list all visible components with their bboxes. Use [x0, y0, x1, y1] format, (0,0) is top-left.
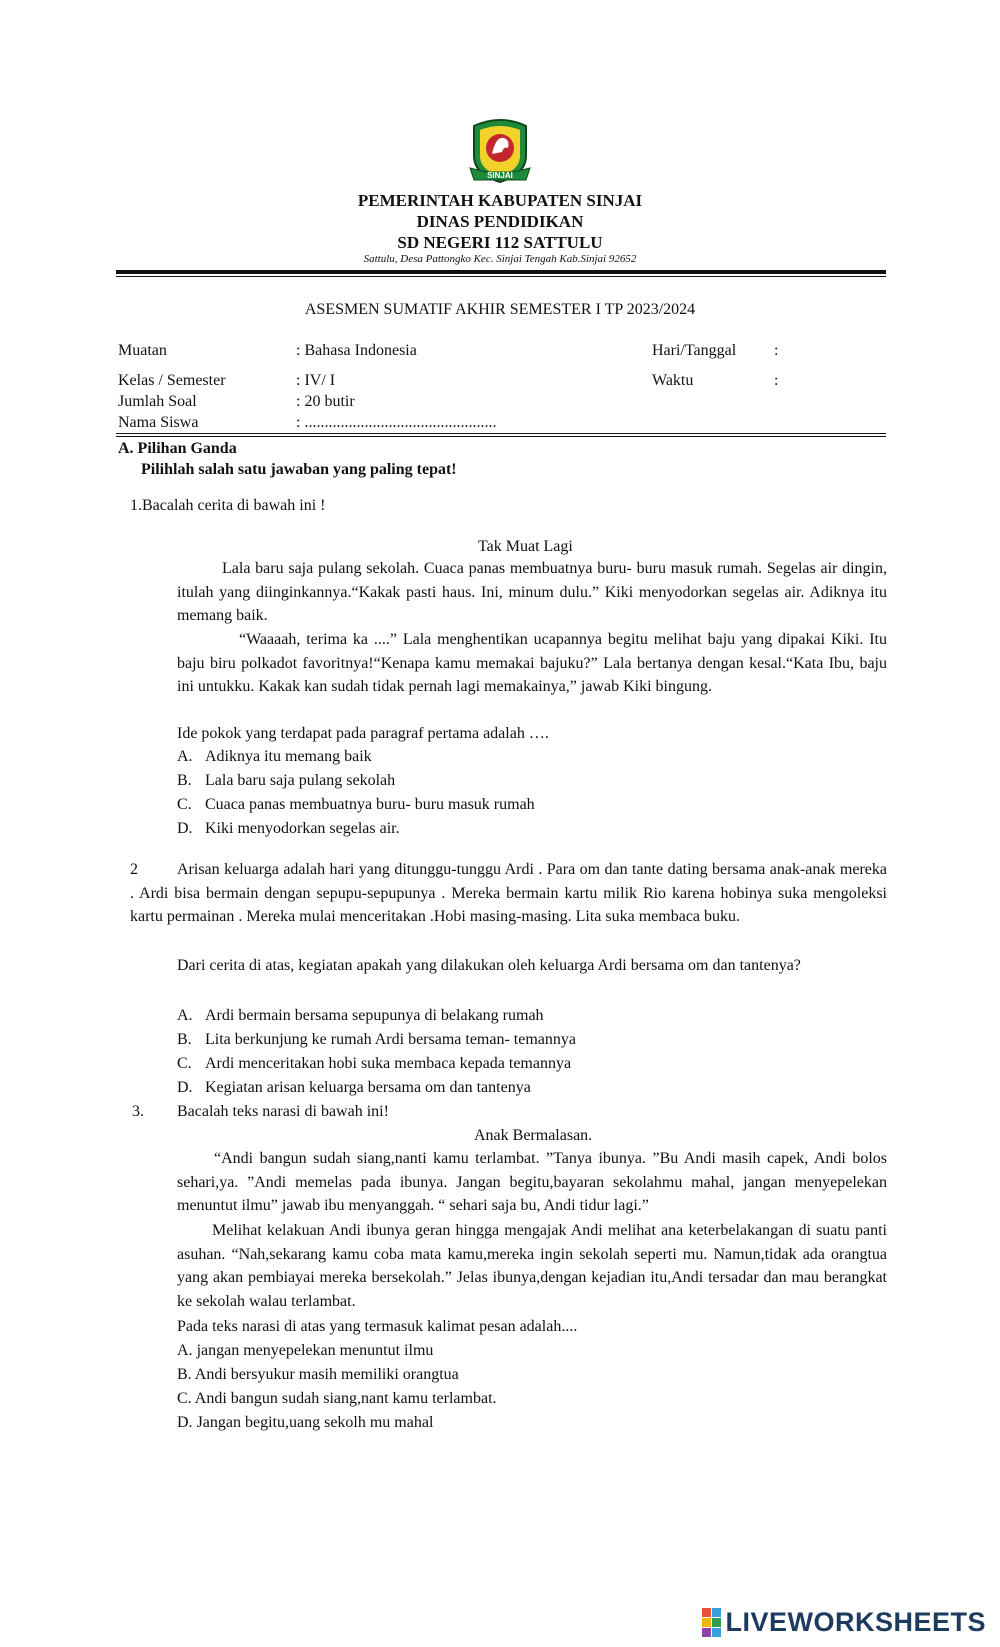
q1-question: Ide pokok yang terdapat pada paragraf pertama adalah ….	[177, 725, 549, 742]
option-text: Ardi menceritakan hobi suka membaca kepada temannya	[205, 1055, 572, 1072]
q1-option-b[interactable]	[177, 769, 395, 793]
q2-option-b[interactable]	[177, 1028, 576, 1052]
header-address: Sattulu, Desa Pattongko Kec. Sinjai Tengah Kab.Sinjai 92652	[363, 253, 637, 265]
option-text: Kiki menyodorkan segelas air.	[205, 820, 400, 837]
header-divider-thin	[116, 276, 886, 277]
waktu-value: :	[774, 372, 779, 389]
option-letter: B.	[177, 1366, 192, 1383]
q3-option-a[interactable]	[177, 1339, 433, 1363]
q2-option-c[interactable]	[177, 1052, 571, 1076]
hari-label: Hari/Tanggal	[652, 342, 737, 359]
muatan-value: : Bahasa Indonesia	[296, 342, 417, 359]
header-line-2: DINAS PENDIDIKAN	[416, 212, 584, 231]
option-letter: B.	[177, 772, 192, 789]
waktu-label: Waktu	[652, 372, 694, 389]
jumlah-label: Jumlah Soal	[118, 393, 197, 410]
info-divider-1	[116, 433, 886, 434]
q2-option-a[interactable]	[177, 1004, 544, 1028]
nama-label: Nama Siswa	[118, 414, 199, 431]
q2-option-d[interactable]	[177, 1076, 531, 1100]
exam-title: ASESMEN SUMATIF AKHIR SEMESTER I TP 2023/2024	[304, 301, 696, 318]
option-letter: D.	[177, 820, 193, 837]
q1-intro: 1.Bacalah cerita di bawah ini !	[130, 497, 326, 514]
q3-paragraph-2: Melihat kelakuan Andi ibunya geran hingga mengajak Andi melihat ana keterbelakangan di suatu panti asuhan. “Nah,sekarang kamu coba mata kamu,mereka ingin sekolah seperti mu. Namun,tidak ada orangtua yang akan pembiayai mereka bersekolah.” Jelas ibunya,dengan kejadian itu,Andi tersadar dan mau berangkat ke sekolah walau terlambat.	[177, 1222, 887, 1310]
section-instruction: Pilihlah salah satu jawaban yang paling tepat!	[141, 461, 457, 478]
option-letter: C.	[177, 796, 192, 813]
option-letter: D.	[177, 1414, 193, 1431]
option-letter: D.	[177, 1079, 193, 1096]
q3-option-b[interactable]	[177, 1363, 459, 1387]
option-text: Lala baru saja pulang sekolah	[205, 772, 396, 789]
option-letter: C.	[177, 1055, 192, 1072]
liveworksheets-brand[interactable]	[702, 1607, 986, 1638]
liveworksheets-logo-icon	[702, 1608, 721, 1637]
q1-paragraph-2: “Waaaah, terima ka ....” Lala menghentikan ucapannya begitu melihat baju yang dipakai Kiki. Itu baju biru polkadot favoritnya!“Kenapa kamu memakai bajuku?” Lala bertanya dengan kesal.“Kata Ibu, baju ini untukku. Kakak kan sudah tidak pernah lagi memakainya,” jawab Kiki bingung.	[177, 631, 887, 695]
option-text: Ardi bermain bersama sepupunya di belakang rumah	[205, 1007, 544, 1024]
option-text: Andi bersyukur masih memiliki orangtua	[194, 1366, 459, 1383]
option-letter: A.	[177, 1007, 193, 1024]
option-letter: C.	[177, 1390, 192, 1407]
svg-text:SINJAI: SINJAI	[487, 171, 513, 180]
q1-option-d[interactable]	[177, 817, 400, 841]
q1-option-c[interactable]	[177, 793, 535, 817]
kelas-value: : IV/ I	[296, 372, 336, 389]
liveworksheets-wordmark: LIVEWORKSHEETS	[725, 1607, 986, 1637]
q3-paragraph-1: “Andi bangun sudah siang,nanti kamu terlambat. ”Tanya ibunya. ”Bu Andi masih capek, Andi bolos sehari,ya. ”Andi memelas pada ibunya. Jangan begitu,bayaran sekolahmu mahal, jangan menyepelekan menuntut ilmu” jawab ibu menyanggah. “ sehari saja bu, Andi tidur lagi.”	[177, 1150, 887, 1214]
q3-option-d[interactable]	[177, 1411, 433, 1435]
option-text: Adiknya itu memang baik	[205, 748, 372, 765]
q2-text: Arisan keluarga adalah hari yang ditunggu-tunggu Ardi . Para om dan tante dating bersama anak-anak mereka . Ardi bisa bermain dengan sepupu-sepupunya . Mereka bermain kartu milik Rio karena hobinya suka mengoleksi kartu permainan . Mereka mulai menceritakan .Hobi masing-masing. Lita suka membaca buku.	[130, 861, 887, 925]
option-letter: A.	[177, 1342, 193, 1359]
nama-value: : ................................................	[296, 414, 497, 431]
header-line-1: PEMERINTAH KABUPATEN SINJAI	[357, 191, 643, 210]
header-divider-thick	[116, 270, 886, 274]
q3-number: 3.	[132, 1103, 144, 1120]
muatan-label: Muatan	[118, 342, 167, 359]
header-line-3: SD NEGERI 112 SATTULU	[397, 233, 603, 252]
option-letter: B.	[177, 1031, 192, 1048]
q3-story-title: Anak Bermalasan.	[474, 1127, 593, 1144]
option-text: Andi bangun sudah siang,nant kamu terlambat.	[194, 1390, 497, 1407]
kelas-label: Kelas / Semester	[118, 372, 226, 389]
option-text: Lita berkunjung ke rumah Ardi bersama teman- temannya	[205, 1031, 576, 1048]
jumlah-value: : 20 butir	[296, 393, 355, 410]
hari-value: :	[774, 342, 779, 359]
q1-option-a[interactable]	[177, 745, 372, 769]
q1-paragraph-1: Lala baru saja pulang sekolah. Cuaca panas membuatnya buru- buru masuk rumah. Segelas air dingin, itulah yang diinginkannya.“Kakak pasti haus. Ini, minum dulu.” Kiki menyodorkan segelas air. Adiknya itu memang baik.	[177, 560, 887, 624]
option-text: Cuaca panas membuatnya buru- buru masuk rumah	[205, 796, 535, 813]
q1-story-title: Tak Muat Lagi	[478, 538, 573, 555]
q2-number: 2	[130, 861, 138, 878]
q3-intro: Bacalah teks narasi di bawah ini!	[177, 1103, 389, 1120]
option-text: Jangan begitu,uang sekolh mu mahal	[196, 1414, 434, 1431]
kabupaten-sinjai-logo	[468, 118, 532, 188]
option-text: Kegiatan arisan keluarga bersama om dan tantenya	[205, 1079, 531, 1096]
q3-option-c[interactable]	[177, 1387, 497, 1411]
option-text: jangan menyepelekan menuntut ilmu	[196, 1342, 434, 1359]
section-title: A. Pilihan Ganda	[118, 440, 237, 457]
option-letter: A.	[177, 748, 193, 765]
q3-question: Pada teks narasi di atas yang termasuk kalimat pesan adalah....	[177, 1318, 578, 1335]
q2-question: Dari cerita di atas, kegiatan apakah yang dilakukan oleh keluarga Ardi bersama om dan tantenya?	[177, 957, 801, 974]
